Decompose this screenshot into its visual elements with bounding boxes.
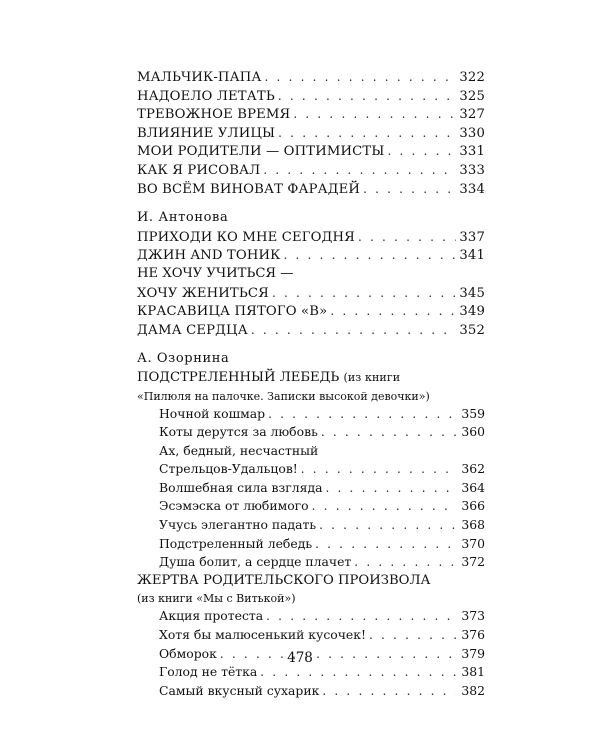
toc-entry: [137, 460, 485, 479]
toc-entry: [137, 180, 485, 199]
toc-entry: [137, 228, 485, 247]
entry-title-line: Ах, бедный, несчастный: [159, 442, 319, 458]
leader-dots: [358, 228, 456, 247]
entry-page: 360: [461, 424, 485, 440]
entry-page: 352: [459, 322, 485, 338]
leader-dots: [363, 180, 456, 199]
book-note-line: (из книги «Мы с Витькой»): [137, 592, 296, 606]
entry-page: 333: [459, 162, 485, 178]
leader-dots: [266, 607, 456, 626]
book-title-line: [137, 369, 485, 388]
entry-title: Стрельцов-Удальцов!: [159, 461, 298, 477]
book-note-line: «Пилюля на палочке. Записки высокой девочки»): [137, 389, 430, 403]
entry-page: 327: [459, 107, 485, 123]
table-of-contents: [137, 68, 485, 700]
toc-entry: [137, 161, 485, 180]
entry-title: КРАСАВИЦА ПЯТОГО «В»: [137, 304, 328, 320]
entry-title: Эсэмэска от любимого: [159, 498, 309, 514]
entry-page: 362: [461, 461, 485, 477]
leader-dots: [283, 246, 456, 265]
toc-entry: [137, 423, 485, 442]
leader-dots: [388, 142, 457, 161]
leader-dots: [321, 423, 456, 442]
toc-entry: [137, 246, 485, 265]
toc-entry: [137, 516, 485, 535]
entry-title: Коты дерутся за любовь: [159, 424, 318, 440]
leader-dots: [278, 124, 456, 143]
leader-dots: [263, 161, 456, 180]
entry-title: Голод не тётка: [159, 664, 258, 680]
toc-entry: [137, 142, 485, 161]
entry-page: 381: [461, 664, 485, 680]
leader-dots: [369, 626, 456, 645]
toc-entry: [137, 302, 485, 321]
entry-page: 373: [461, 608, 485, 624]
author-name: А. Озорнина: [137, 351, 230, 367]
author-name: И. Антонова: [137, 210, 229, 226]
leader-dots: [319, 516, 456, 535]
toc-entry: [137, 682, 485, 701]
leader-dots: [330, 302, 456, 321]
toc-entry: [137, 321, 485, 340]
leader-dots: [315, 535, 456, 554]
entry-title: КАК Я РИСОВАЛ: [137, 162, 261, 178]
entry-title-line: НЕ ХОЧУ УЧИТЬСЯ —: [137, 265, 294, 281]
entry-page: 368: [461, 517, 485, 533]
entry-title: Ночной кошмар: [159, 405, 266, 421]
toc-entry: [137, 553, 485, 572]
entry-title: ВО ВСЁМ ВИНОВАТ ФАРАДЕЙ: [137, 181, 361, 197]
entry-title: НАДОЕЛО ЛЕТАТЬ: [137, 88, 275, 104]
entry-page: 349: [459, 304, 485, 320]
toc-entry: [137, 68, 485, 87]
entry-title: ВЛИЯНИЕ УЛИЦЫ: [137, 125, 276, 141]
leader-dots: [272, 284, 456, 303]
entry-page: 372: [461, 554, 485, 570]
entry-page: 341: [459, 248, 485, 264]
entry-title: Подстреленный лебедь: [159, 535, 313, 551]
entry-title: МАЛЬЧИК-ПАПА: [137, 70, 262, 85]
leader-dots: [251, 321, 456, 340]
leader-dots: [268, 405, 456, 424]
entry-title: Самый вкусный сухарик: [159, 682, 320, 698]
entry-title: ДАМА СЕРДЦА: [137, 322, 248, 338]
leader-dots: [312, 497, 456, 516]
entry-title: ТРЕВОЖНОЕ ВРЕМЯ: [137, 107, 291, 123]
leader-dots: [354, 553, 456, 572]
toc-entry: [137, 405, 485, 424]
entry-page: 364: [461, 479, 485, 495]
entry-page: 322: [459, 70, 485, 85]
toc-entry: [137, 284, 485, 303]
entry-page: 331: [459, 144, 485, 160]
entry-title: ПРИХОДИ КО МНЕ СЕГОДНЯ: [137, 229, 355, 245]
entry-title: ХОЧУ ЖЕНИТЬСЯ: [137, 285, 269, 301]
entry-title: Хотя бы малюсенький кусочек!: [159, 627, 366, 643]
entry-page: 376: [461, 627, 485, 643]
leader-dots: [278, 87, 456, 106]
book-title: ПОДСТРЕЛЕННЫЙ ЛЕБЕДЬ: [137, 369, 340, 385]
entry-title: МОИ РОДИТЕЛИ — ОПТИМИСТЫ: [137, 144, 385, 160]
entry-title: Волшебная сила взгляда: [159, 479, 323, 495]
toc-entry: [137, 626, 485, 645]
leader-dots: [301, 460, 456, 479]
leader-dots: [265, 68, 456, 87]
entry-page: 330: [459, 125, 485, 141]
entry-page: 359: [461, 405, 485, 421]
entry-title: Обморок: [159, 645, 217, 661]
entry-title: Душа болит, а сердце плачет: [159, 554, 352, 570]
toc-entry: [137, 535, 485, 554]
entry-page: 334: [459, 181, 485, 197]
book-note: (из книги: [343, 370, 401, 384]
entry-page: 379: [461, 645, 485, 661]
toc-entry: [137, 479, 485, 498]
leader-dots: [293, 105, 456, 124]
toc-entry: [137, 663, 485, 682]
entry-title: Акция протеста: [159, 608, 264, 624]
toc-entry: [137, 87, 485, 106]
entry-title: ДЖИН AND ТОНИК: [137, 248, 281, 264]
entry-page: 325: [459, 88, 485, 104]
toc-entry: [137, 607, 485, 626]
toc-entry: [137, 497, 485, 516]
entry-page: 366: [461, 498, 485, 514]
page-number: 478: [287, 650, 313, 666]
leader-dots: [260, 663, 456, 682]
toc-entry: [137, 105, 485, 124]
book-title: ЖЕРТВА РОДИТЕЛЬСКОГО ПРОИЗВОЛА: [137, 572, 431, 588]
toc-entry: [137, 124, 485, 143]
leader-dots: [322, 682, 456, 701]
entry-page: 382: [461, 682, 485, 698]
entry-page: 345: [459, 285, 485, 301]
entry-page: 337: [459, 229, 485, 245]
leader-dots: [325, 479, 456, 498]
entry-title: Учусь элегантно падать: [159, 517, 317, 533]
entry-page: 370: [461, 535, 485, 551]
